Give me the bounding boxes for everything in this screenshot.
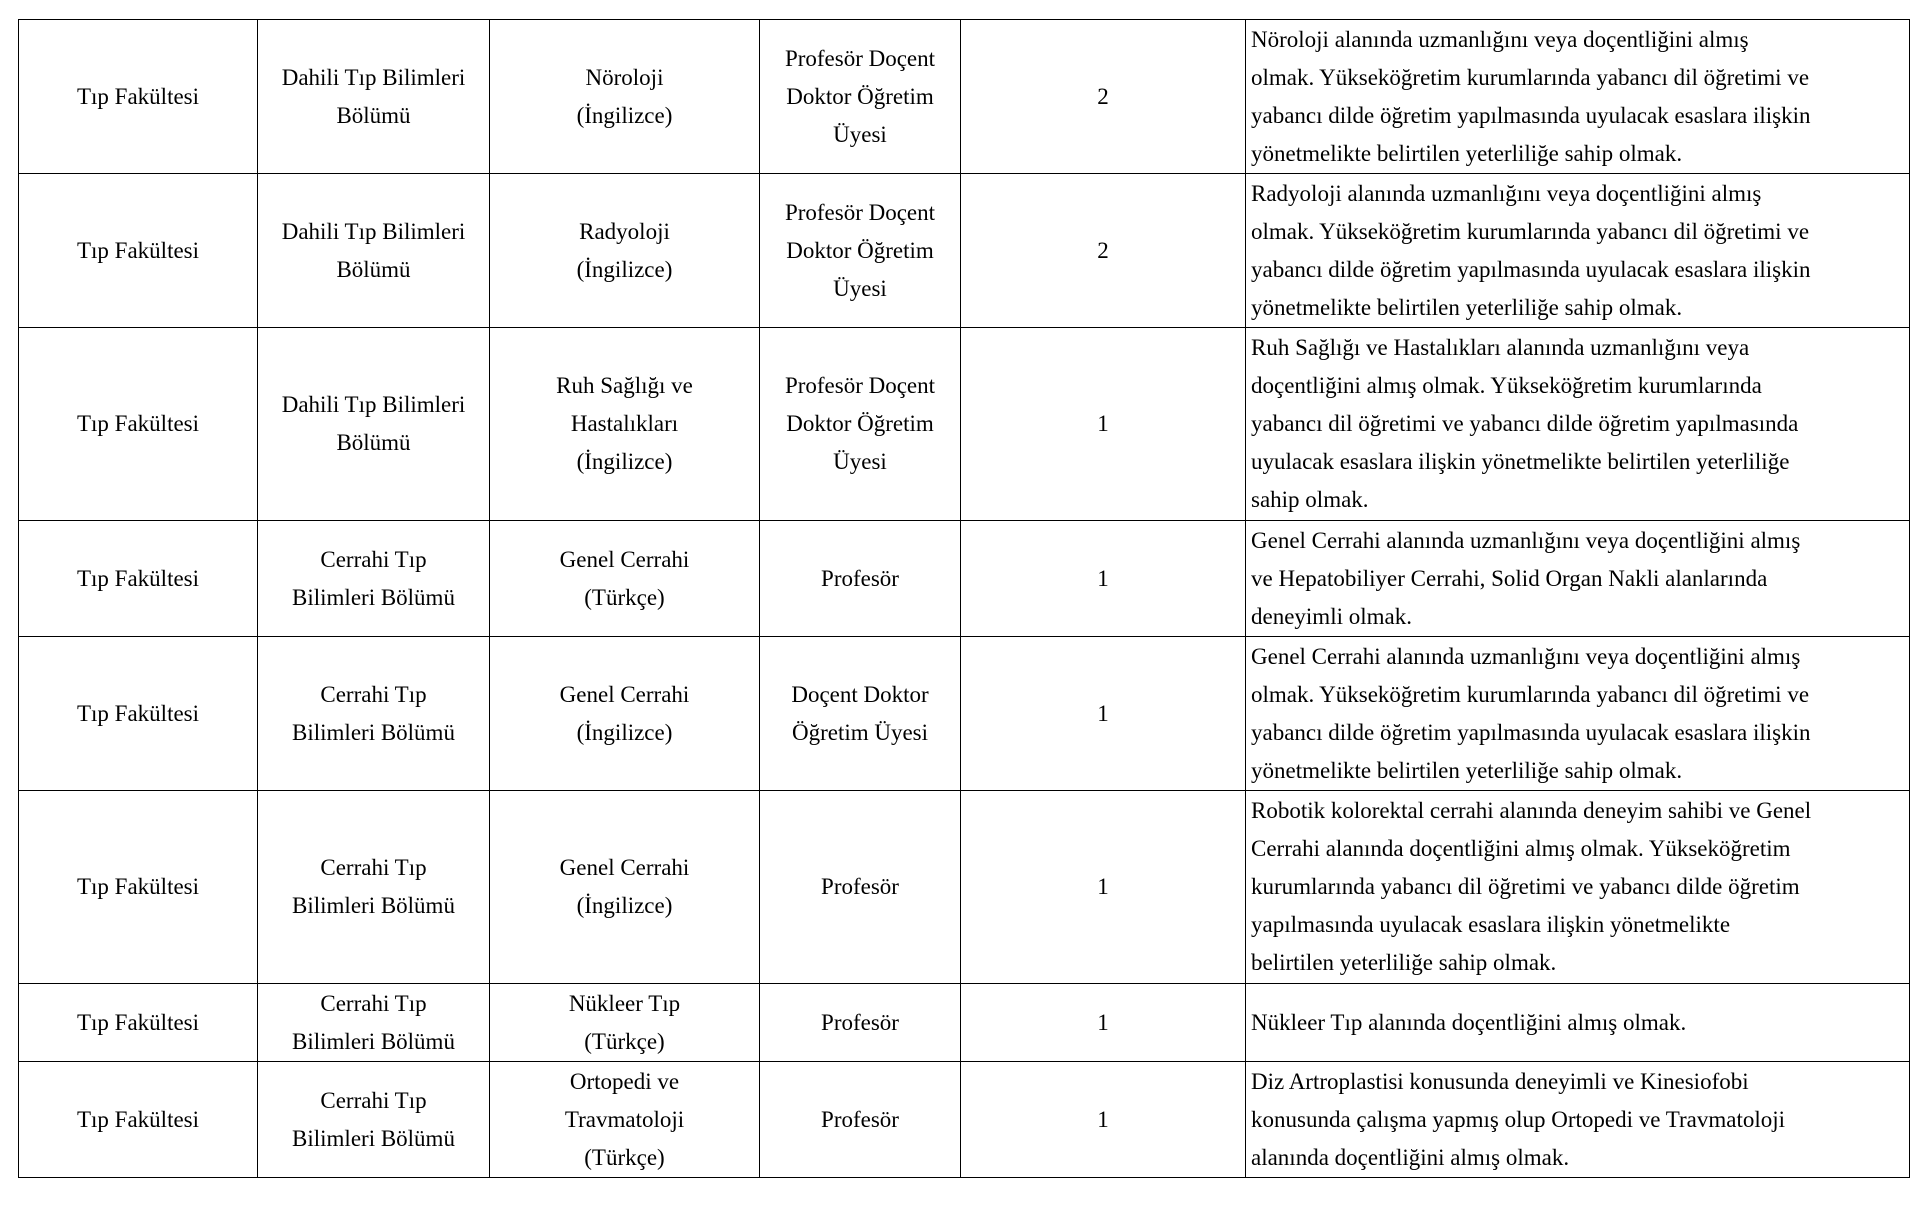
faculty-cell: Tıp Fakültesi: [19, 328, 258, 521]
faculty-cell: Tıp Fakültesi: [19, 637, 258, 791]
count-cell: 1: [961, 791, 1246, 984]
document-page: [18, 19, 1909, 1178]
title-cell: Profesör: [760, 521, 961, 637]
requirement-cell: Radyoloji alanında uzmanlığını veya doçentliğini almış olmak. Yükseköğretim kurumlarında yabancı dil öğretimi ve yabancı dilde öğretim yapılmasında uyulacak esaslara ilişkin yönetmelikte belirtilen yeterliliğe sahip olmak.: [1246, 174, 1910, 328]
requirement-cell: Robotik kolorektal cerrahi alanında deneyim sahibi ve Genel Cerrahi alanında doçentliğini almış olmak. Yükseköğretim kurumlarında yabancı dil öğretimi ve yabancı dilde öğretim yapılmasında uyulacak esaslara ilişkin yönetmelikte belirtilen yeterliliğe sahip olmak.: [1246, 791, 1910, 984]
requirement-cell: Genel Cerrahi alanında uzmanlığını veya doçentliğini almış olmak. Yükseköğretim kurumlarında yabancı dil öğretimi ve yabancı dilde öğretim yapılmasında uyulacak esaslara ilişkin yönetmelikte belirtilen yeterliliğe sahip olmak.: [1246, 637, 1910, 791]
count-cell: 2: [961, 20, 1246, 174]
department-cell: Cerrahi Tıp Bilimleri Bölümü: [258, 791, 490, 984]
program-cell: Ruh Sağlığı ve Hastalıkları (İngilizce): [490, 328, 760, 521]
program-cell: Genel Cerrahi (Türkçe): [490, 521, 760, 637]
requirement-cell: Ruh Sağlığı ve Hastalıkları alanında uzmanlığını veya doçentliğini almış olmak. Yükseköğretim kurumlarında yabancı dil öğretimi ve yabancı dilde öğretim yapılmasında uyulacak esaslara ilişkin yönetmelikte belirtilen yeterliliğe sahip olmak.: [1246, 328, 1910, 521]
department-cell: Dahili Tıp Bilimleri Bölümü: [258, 20, 490, 174]
table-row: [19, 174, 1910, 328]
count-cell: 1: [961, 637, 1246, 791]
department-cell: Cerrahi Tıp Bilimleri Bölümü: [258, 637, 490, 791]
department-cell: Cerrahi Tıp Bilimleri Bölümü: [258, 521, 490, 637]
department-cell: Dahili Tıp Bilimleri Bölümü: [258, 328, 490, 521]
count-cell: 1: [961, 521, 1246, 637]
table-row: [19, 20, 1910, 174]
table-row: [19, 984, 1910, 1062]
title-cell: Doçent Doktor Öğretim Üyesi: [760, 637, 961, 791]
program-cell: Radyoloji (İngilizce): [490, 174, 760, 328]
table-row: [19, 328, 1910, 521]
faculty-cell: Tıp Fakültesi: [19, 791, 258, 984]
faculty-cell: Tıp Fakültesi: [19, 174, 258, 328]
title-cell: Profesör Doçent Doktor Öğretim Üyesi: [760, 174, 961, 328]
table-row: [19, 1062, 1910, 1178]
requirement-cell: Genel Cerrahi alanında uzmanlığını veya doçentliğini almış ve Hepatobiliyer Cerrahi, Solid Organ Nakli alanlarında deneyimli olmak.: [1246, 521, 1910, 637]
department-cell: Cerrahi Tıp Bilimleri Bölümü: [258, 984, 490, 1062]
title-cell: Profesör: [760, 1062, 961, 1178]
faculty-positions-table: [18, 19, 1910, 1178]
requirement-cell: Diz Artroplastisi konusunda deneyimli ve Kinesiofobi konusunda çalışma yapmış olup Ortopedi ve Travmatoloji alanında doçentliğini almış olmak.: [1246, 1062, 1910, 1178]
faculty-cell: Tıp Fakültesi: [19, 20, 258, 174]
table-row: [19, 521, 1910, 637]
program-cell: Nükleer Tıp (Türkçe): [490, 984, 760, 1062]
count-cell: 2: [961, 174, 1246, 328]
program-cell: Ortopedi ve Travmatoloji (Türkçe): [490, 1062, 760, 1178]
department-cell: Cerrahi Tıp Bilimleri Bölümü: [258, 1062, 490, 1178]
title-cell: Profesör: [760, 984, 961, 1062]
program-cell: Genel Cerrahi (İngilizce): [490, 791, 760, 984]
count-cell: 1: [961, 1062, 1246, 1178]
title-cell: Profesör: [760, 791, 961, 984]
table-row: [19, 791, 1910, 984]
table-row: [19, 637, 1910, 791]
requirement-cell: Nükleer Tıp alanında doçentliğini almış olmak.: [1246, 984, 1910, 1062]
faculty-cell: Tıp Fakültesi: [19, 984, 258, 1062]
count-cell: 1: [961, 328, 1246, 521]
title-cell: Profesör Doçent Doktor Öğretim Üyesi: [760, 328, 961, 521]
program-cell: Genel Cerrahi (İngilizce): [490, 637, 760, 791]
title-cell: Profesör Doçent Doktor Öğretim Üyesi: [760, 20, 961, 174]
department-cell: Dahili Tıp Bilimleri Bölümü: [258, 174, 490, 328]
requirement-cell: Nöroloji alanında uzmanlığını veya doçentliğini almış olmak. Yükseköğretim kurumlarında yabancı dil öğretimi ve yabancı dilde öğretim yapılmasında uyulacak esaslara ilişkin yönetmelikte belirtilen yeterliliğe sahip olmak.: [1246, 20, 1910, 174]
faculty-cell: Tıp Fakültesi: [19, 1062, 258, 1178]
count-cell: 1: [961, 984, 1246, 1062]
program-cell: Nöroloji (İngilizce): [490, 20, 760, 174]
faculty-cell: Tıp Fakültesi: [19, 521, 258, 637]
